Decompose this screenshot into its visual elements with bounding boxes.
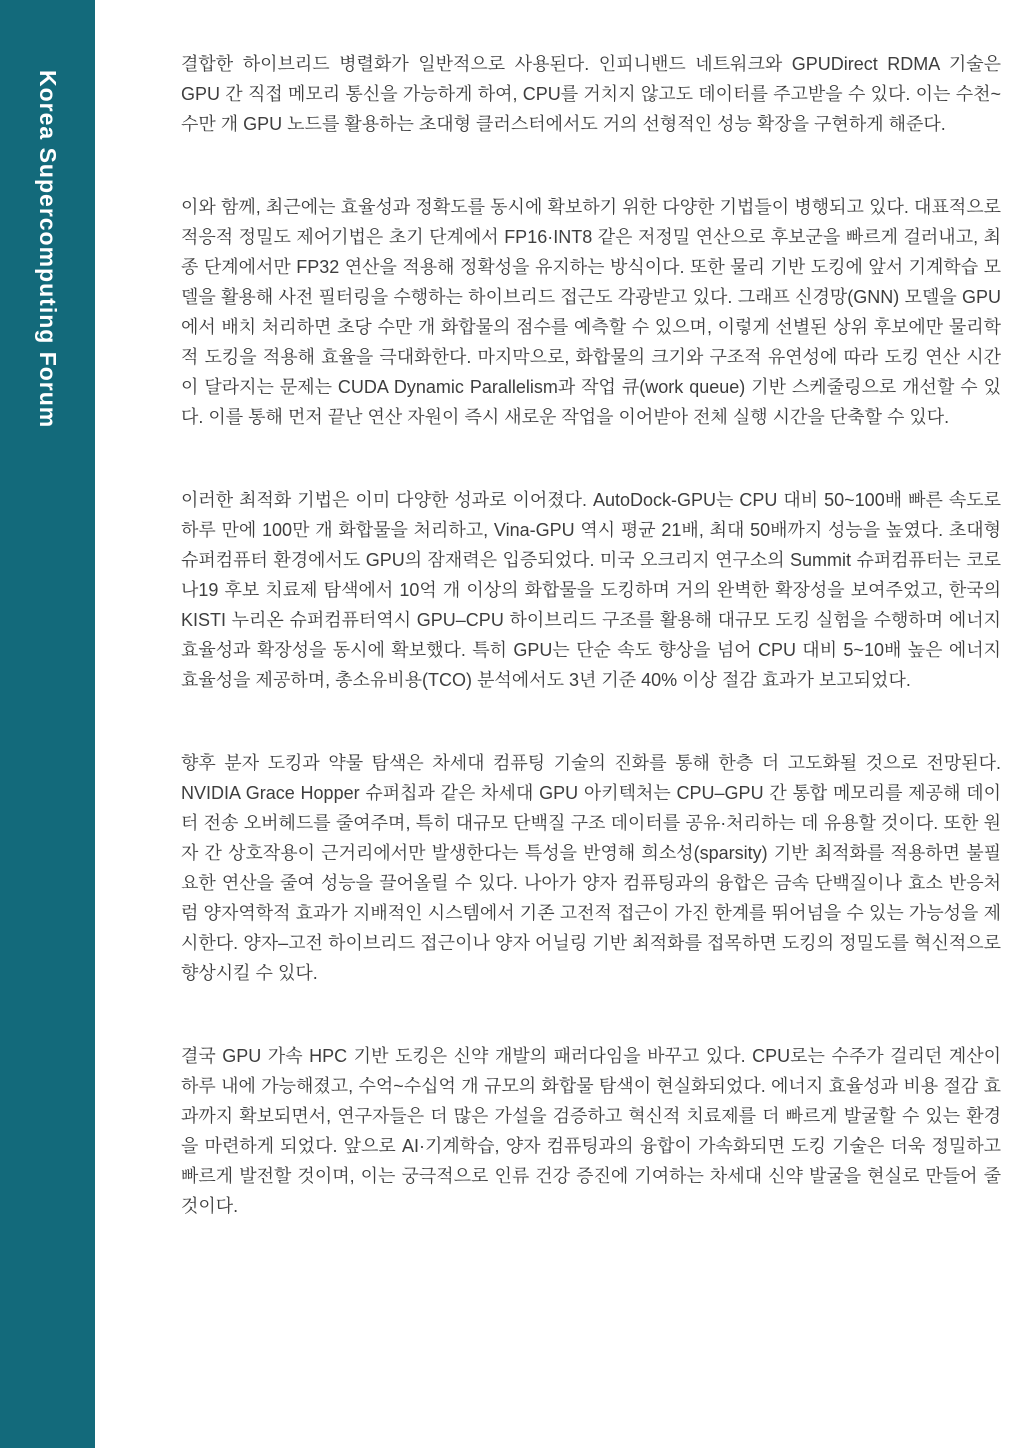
paragraph-precision-techniques: 이와 함께, 최근에는 효율성과 정확도를 동시에 확보하기 위한 다양한 기법들이 병행되고 있다. 대표적으로 적응적 정밀도 제어기법은 초기 단계에서 FP16·INT8 같은 저정밀 연산으로 후보군을 빠르게 걸러내고, 최종 단계에서만 FP32 연산을 적용해 정확성을 유지하는 방식이다. 또한 물리 기반 도킹에 앞서 기계학습 모델을 활용해 사전 필터링을 수행하는 하이브리드 접근도 각광받고 있다. 그래프 신경망(GNN) 모델을 GPU에서 배치 처리하면 초당 수만 개 화합물의 점수를 예측할 수 있으며, 이렇게 선별된 상위 후보에만 물리학적 도킹을 적용해 효율을 극대화한다. 마지막으로, 화합물의 크기와 구조적 유연성에 따라 도킹 연산 시간이 달라지는 문제는 CUDA Dynamic Parallelism과 작업 큐(work queue) 기반 스케줄링으로 개선할 수 있다. 이를 통해 먼저 끝난 연산 자원이 즉시 새로운 작업을 이어받아 전체 실행 시간을 단축할 수 있다. — [181, 197, 1001, 427]
paragraph-conclusion: 결국 GPU 가속 HPC 기반 도킹은 신약 개발의 패러다임을 바꾸고 있다. CPU로는 수주가 걸리던 계산이 하루 내에 가능해졌고, 수억~수십억 개 규모의 화합물 탐색이 현실화되었다. 에너지 효율성과 비용 절감 효과까지 확보되면서, 연구자들은 더 많은 가설을 검증하고 혁신적 치료제를 더 빠르게 발굴할 수 있는 환경을 마련하게 되었다. 앞으로 AI·기계학습, 양자 컴퓨팅과의 융합이 가속화되면 도킹 기술은 더욱 정밀하고 빠르게 발전할 것이며, 이는 궁극적으로 인류 건강 증진에 기여하는 차세대 신약 발굴을 현실로 만들어 줄 것이다. — [181, 1046, 1001, 1216]
sidebar-band — [0, 0, 95, 1448]
paragraph-hybrid-parallelization: 결합한 하이브리드 병렬화가 일반적으로 사용된다. 인피니밴드 네트워크와 GPUDirect RDMA 기술은 GPU 간 직접 메모리 통신을 가능하게 하여, CPU를 거치지 않고도 데이터를 주고받을 수 있다. 이는 수천~수만 개 GPU 노드를 활용하는 초대형 클러스터에서도 거의 선형적인 성능 확장을 구현하게 해준다. — [181, 54, 1001, 134]
paragraph-optimization-results: 이러한 최적화 기법은 이미 다양한 성과로 이어졌다. AutoDock-GPU는 CPU 대비 50~100배 빠른 속도로 하루 만에 100만 개 화합물을 처리하고, Vina-GPU 역시 평균 21배, 최대 50배까지 성능을 높였다. 초대형 슈퍼컴퓨터 환경에서도 GPU의 잠재력은 입증되었다. 미국 오크리지 연구소의 Summit 슈퍼컴퓨터는 코로나19 후보 치료제 탐색에서 10억 개 이상의 화합물을 도킹하며 거의 완벽한 확장성을 보여주었고, 한국의 KISTI 누리온 슈퍼컴퓨터역시 GPU–CPU 하이브리드 구조를 활용해 대규모 도킹 실험을 수행하며 에너지 효율성과 확장성을 동시에 확보했다. 특히 GPU는 단순 속도 향상을 넘어 CPU 대비 5~10배 높은 에너지 효율성을 제공하며, 총소유비용(TCO) 분석에서도 3년 기준 40% 이상 절감 효과가 보고되었다. — [181, 490, 1001, 690]
forum-title-vertical-text: Korea Supercomputing Forum — [35, 70, 61, 429]
paragraph-future-outlook: 향후 분자 도킹과 약물 탐색은 차세대 컴퓨팅 기술의 진화를 통해 한층 더 고도화될 것으로 전망된다. NVIDIA Grace Hopper 슈퍼칩과 같은 차세대 GPU 아키텍처는 CPU–GPU 간 통합 메모리를 제공해 데이터 전송 오버헤드를 줄여주며, 특히 대규모 단백질 구조 데이터를 공유·처리하는 데 유용할 것이다. 또한 원자 간 상호작용이 근거리에서만 발생한다는 특성을 반영해 희소성(sparsity) 기반 최적화를 적용하면 불필요한 연산을 줄여 성능을 끌어올릴 수 있다. 나아가 양자 컴퓨팅과의 융합은 금속 단백질이나 효소 반응처럼 양자역학적 효과가 지배적인 시스템에서 기존 고전적 접근이 가진 한계를 뛰어넘을 수 있는 가능성을 제시한다. 양자–고전 하이브리드 접근이나 양자 어닐링 기반 최적화를 접목하면 도킹의 정밀도를 혁신적으로 향상시킬 수 있다. — [181, 753, 1001, 983]
article-body — [181, 0, 1001, 1274]
